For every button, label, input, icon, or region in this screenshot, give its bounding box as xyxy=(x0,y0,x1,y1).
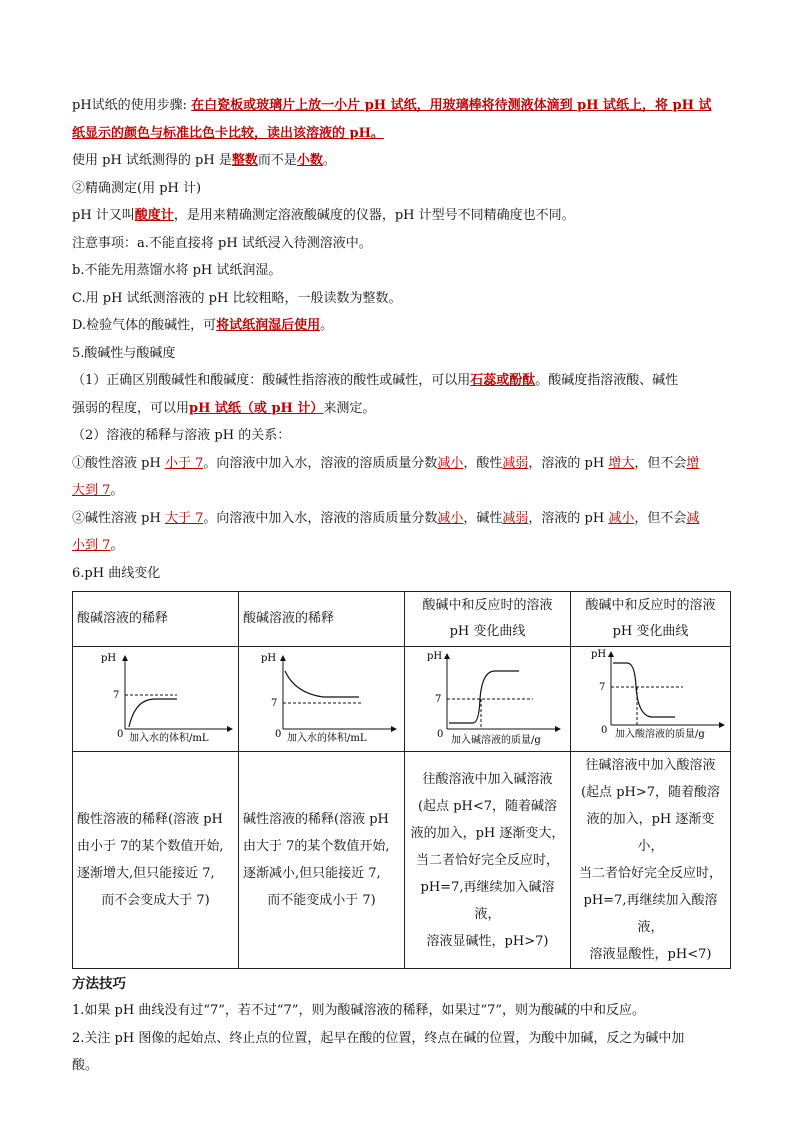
x-axis-arrow xyxy=(719,722,725,728)
base-into-acid-graph xyxy=(409,647,569,747)
ph-paper-steps-line2 xyxy=(72,120,732,148)
desc-line: 逐渐减小,但只能接近 7, xyxy=(243,866,381,881)
desc-line: 由大于 7的某个数值开始, xyxy=(243,839,390,854)
acid-line2 xyxy=(72,477,732,505)
x-axis-label: 加入酸溶液的质量/g xyxy=(615,729,705,740)
base-line1 xyxy=(72,505,732,533)
integer-line xyxy=(72,147,732,175)
desc-line: 而不会变成大于 7) xyxy=(101,893,210,908)
item2-heading: （2）溶液的稀释与溶液 pH 的关系： xyxy=(72,428,291,443)
answer-ph-paper-steps-a: 在白瓷板或玻璃片上放一小片 pH 试纸，用玻璃棒将待测液体滴到 pH 试纸上，将 pH 试 xyxy=(191,98,712,113)
tick-7: 7 xyxy=(271,698,278,709)
table-graph-row xyxy=(73,647,731,752)
ph-paper-steps-prefix: pH试纸的使用步骤: xyxy=(72,98,192,113)
answer-acid-decrease: 减小 xyxy=(437,455,464,471)
table-desc-cell xyxy=(239,752,405,969)
origin-label: 0 xyxy=(437,729,444,740)
acid-into-base-graph xyxy=(575,647,731,747)
base-mid3: ，溶液的 pH xyxy=(528,510,609,526)
desc-line: 酸性溶液的稀释(溶液 pH xyxy=(77,812,223,827)
period: 。 xyxy=(320,318,334,333)
tip-2-line2: 酸。 xyxy=(72,1058,99,1073)
desc-line: 碱性溶液的稀释(溶液 pH xyxy=(243,812,389,827)
table-header-row xyxy=(73,592,731,647)
integer-prefix: 使用 pH 试纸测得的 pH 是 xyxy=(72,153,232,168)
table-desc-row xyxy=(73,752,731,969)
table-header-cell xyxy=(405,592,571,647)
origin-label: 0 xyxy=(117,729,124,740)
y-axis-arrow xyxy=(280,655,286,661)
header-text: pH 变化曲线 xyxy=(449,624,526,639)
desc-line: pH=7,再继续加入酸溶液， xyxy=(583,893,718,935)
tick-7: 7 xyxy=(435,694,442,705)
item1-line2-prefix: 强弱的程度，可以用 xyxy=(72,400,190,416)
tip-1: 1.如果 pH 曲线没有过“7”，若不过“7”，则为酸碱溶液的稀释，如果过“7”，则为酸碱的中和反应。 xyxy=(72,1003,646,1018)
desc-line: 逐渐增大,但只能接近 7, xyxy=(77,866,215,881)
desc-line: 液的加入，pH 逐渐变小， xyxy=(586,812,715,854)
precise-heading: ②精确测定(用 pH 计) xyxy=(72,180,202,196)
header-text: 酸碱中和反应时的溶液 xyxy=(422,598,553,613)
desc-line: 而不能变成小于 7) xyxy=(267,893,376,908)
acid-prefix: ①酸性溶液 pH xyxy=(72,455,165,471)
table-graph-cell xyxy=(73,647,239,752)
desc-line: 由小于 7的某个数值开始, xyxy=(77,839,224,854)
ph-curve xyxy=(613,663,675,717)
item1-line1 xyxy=(72,367,732,395)
header-text: pH 变化曲线 xyxy=(612,624,689,639)
meter-prefix: pH 计又叫 xyxy=(72,208,135,223)
base-dilution-graph xyxy=(243,647,403,747)
x-axis-label: 加入碱溶液的质量/g xyxy=(451,735,541,746)
ph-paper-steps-line1 xyxy=(72,92,732,120)
acid-mid2: ，酸性 xyxy=(463,455,503,471)
header-text: 酸碱溶液的稀释 xyxy=(243,611,335,626)
answer-indicator: 石蕊或酚酞 xyxy=(470,373,536,388)
ph-curve xyxy=(449,671,519,723)
tick-7: 7 xyxy=(113,690,120,701)
answer-less-than-7: 小于 7 xyxy=(164,455,204,471)
answer-acid-to7-a: 增 xyxy=(686,455,700,471)
desc-line: 液的加入，pH 逐渐变大， xyxy=(410,825,565,841)
note-d xyxy=(72,312,732,340)
y-axis-label: pH xyxy=(101,653,117,664)
table-desc-cell xyxy=(73,752,239,969)
answer-acidity-meter: 酸度计 xyxy=(134,208,174,223)
desc-line: 溶液显酸性，pH<7) xyxy=(589,947,712,962)
ph-curve xyxy=(285,671,359,697)
ph-meter-line xyxy=(72,202,732,230)
y-axis-label: pH xyxy=(591,649,607,660)
answer-base-decrease: 减小 xyxy=(437,510,464,526)
base-prefix: ②碱性溶液 pH xyxy=(72,510,165,526)
answer-acid-increase: 增大 xyxy=(608,455,635,471)
header-text: 酸碱中和反应时的溶液 xyxy=(585,598,716,613)
base-mid2: ，碱性 xyxy=(463,510,503,526)
acid-mid1: 。向溶液中加入水，溶液的溶质质量分数 xyxy=(203,455,438,471)
item1-prefix: （1）正确区别酸碱性和酸碱度：酸碱性指溶液的酸性或碱性，可以用 xyxy=(72,373,471,388)
tips-heading: 方法技巧 xyxy=(72,976,126,992)
answer-wet-paper: 将试纸润湿后使用 xyxy=(216,318,321,333)
x-axis-label: 加入水的体积/mL xyxy=(129,733,209,744)
section-5-heading: 5.酸碱性与酸碱度 xyxy=(72,345,176,361)
integer-mid: 而不是 xyxy=(257,153,297,168)
desc-line: 往碱溶液中加入酸溶液 xyxy=(585,758,716,773)
answer-acid-weaken: 减弱 xyxy=(502,455,529,471)
desc-line: 往酸溶液中加入碱溶液 xyxy=(422,771,553,787)
base-mid4: ，但不会 xyxy=(634,510,687,526)
answer-base-to7-b: 小到 7 xyxy=(72,538,111,553)
meter-suffix: ，是用来精确测定溶液酸碱度的仪器，pH 计型号不同精确度也不同。 xyxy=(173,208,575,223)
table-desc-cell xyxy=(571,752,731,969)
answer-integer: 整数 xyxy=(231,153,258,168)
table-graph-cell xyxy=(405,647,571,752)
desc-line: 当二者恰好完全反应时， xyxy=(578,866,722,881)
answer-decimal: 小数 xyxy=(296,153,323,168)
origin-label: 0 xyxy=(275,729,282,740)
period: 。 xyxy=(110,483,124,498)
y-axis-label: pH xyxy=(427,651,443,662)
desc-line: 溶液显碱性，pH>7) xyxy=(426,933,549,949)
note-c: C.用 pH 试纸测溶液的 pH 比较粗略，一般读数为整数。 xyxy=(72,290,402,306)
acid-mid3: ，溶液的 pH xyxy=(528,455,609,471)
y-axis-label: pH xyxy=(261,653,277,664)
table-header-cell xyxy=(571,592,731,647)
x-axis-arrow xyxy=(555,726,561,732)
answer-greater-than-7: 大于 7 xyxy=(164,510,204,526)
period: 。 xyxy=(110,538,124,553)
answer-ph-paper-steps-b: 纸显示的颜色与标准比色卡比较，读出该溶液的 pH。 xyxy=(72,125,384,141)
answer-ph-tool: pH 试纸（或 pH 计） xyxy=(189,400,324,416)
desc-line: (起点 pH>7，随着酸溶 xyxy=(580,785,721,800)
document-page xyxy=(72,92,732,1080)
desc-line: 当二者恰好完全反应时， xyxy=(415,852,559,868)
desc-line: pH=7,再继续加入碱溶液， xyxy=(420,879,555,922)
ph-curve xyxy=(129,699,177,727)
table-header-cell xyxy=(73,592,239,647)
y-axis-arrow xyxy=(444,653,450,659)
tip-2-line1: 2.关注 pH 图像的起始点、终止点的位置，起早在酸的位置，终点在碱的位置，为酸中加碱，反之为碱中加 xyxy=(72,1030,685,1046)
table-graph-cell xyxy=(571,647,731,752)
answer-base-weaken: 减弱 xyxy=(502,510,529,526)
answer-base-to7-a: 减 xyxy=(686,510,700,526)
period: 。 xyxy=(322,153,336,168)
section-6-heading: 6.pH 曲线变化 xyxy=(72,565,161,581)
note-d-prefix: D.检验气体的酸碱性，可 xyxy=(72,318,217,333)
header-text: 酸碱溶液的稀释 xyxy=(77,611,169,626)
ph-curve-table xyxy=(72,591,731,969)
desc-line: (起点 pH<7，随着碱溶 xyxy=(417,798,558,814)
x-axis-label: 加入水的体积/mL xyxy=(287,733,367,744)
answer-base-decrease2: 减小 xyxy=(608,510,635,526)
item1-line2 xyxy=(72,395,732,423)
table-graph-cell xyxy=(239,647,405,752)
acid-mid4: ，但不会 xyxy=(634,455,687,471)
item1-mid: 。酸碱度指溶液酸、碱性 xyxy=(535,373,679,388)
item1-line2-suffix: 来测定。 xyxy=(323,400,376,416)
acid-line1 xyxy=(72,450,732,478)
origin-label: 0 xyxy=(601,725,608,736)
answer-acid-to7-b: 大到 7 xyxy=(72,483,111,498)
base-line2 xyxy=(72,532,732,560)
base-mid1: 。向溶液中加入水，溶液的溶质质量分数 xyxy=(203,510,438,526)
table-header-cell xyxy=(239,592,405,647)
x-axis-arrow xyxy=(227,726,233,732)
note-b: b.不能先用蒸馏水将 pH 试纸润湿。 xyxy=(72,263,282,278)
acid-dilution-graph xyxy=(77,647,237,747)
table-desc-cell xyxy=(405,752,571,969)
x-axis-arrow xyxy=(391,726,397,732)
tick-7: 7 xyxy=(599,682,606,693)
y-axis-arrow xyxy=(122,655,128,661)
y-axis-arrow xyxy=(608,651,614,657)
note-a: 注意事项：a.不能直接将 pH 试纸浸入待测溶液中。 xyxy=(72,235,372,251)
